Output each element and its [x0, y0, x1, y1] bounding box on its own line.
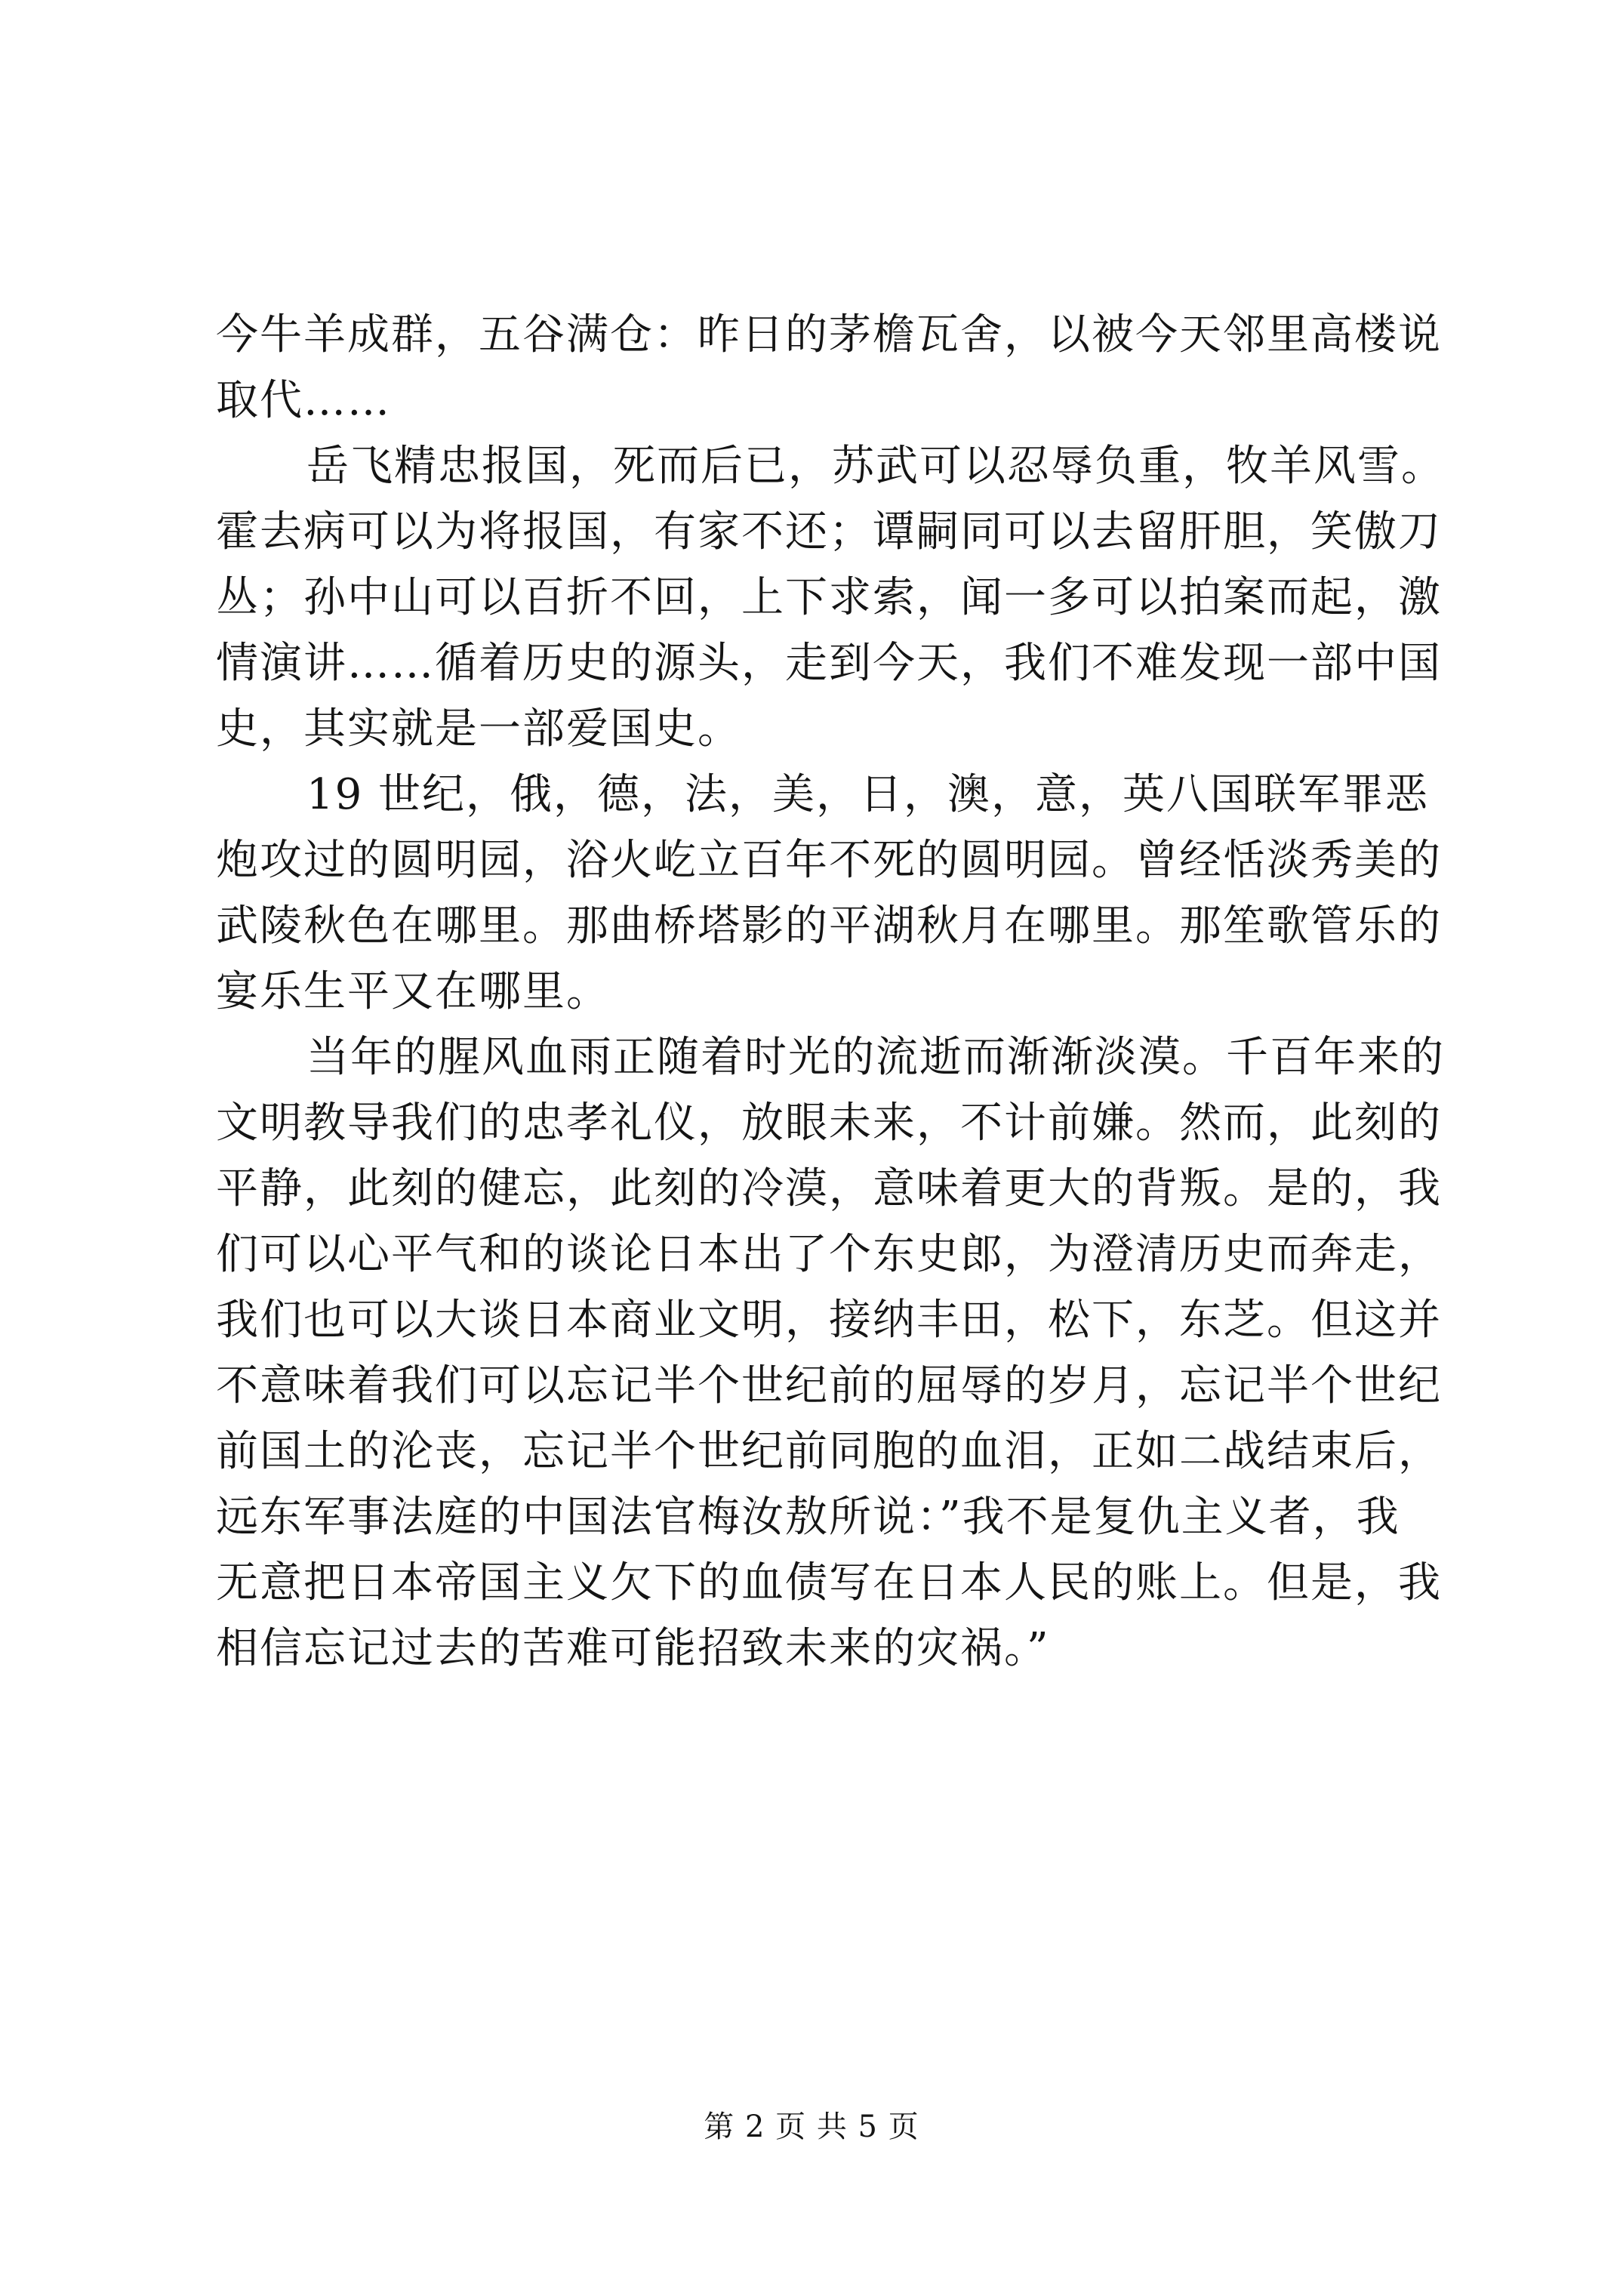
text-line: 今牛羊成群，五谷满仓：昨日的茅檐瓦舍，以被今天邻里高楼说 — [216, 310, 1442, 359]
text-line: 前国土的沦丧，忘记半个世纪前同胞的血泪，正如二战结束后， — [216, 1427, 1442, 1476]
text-line: 不意味着我们可以忘记半个世纪前的屈辱的岁月，忘记半个世纪 — [216, 1361, 1442, 1410]
paragraph-2 — [216, 433, 1445, 762]
page-number-footer: 第 2 页 共 5 页 — [704, 2110, 919, 2144]
text-line: 文明教导我们的忠孝礼仪，放眼未来，不计前嫌。然而，此刻的 — [216, 1099, 1442, 1148]
text-line: 宴乐生平又在哪里。 — [216, 967, 610, 1016]
paragraph-4 — [216, 1025, 1445, 1681]
text-line: 史，其实就是一部爱国史。 — [216, 704, 741, 754]
text-line: 我们也可以大谈日本商业文明，接纳丰田，松下，东芝。但这并 — [216, 1296, 1442, 1345]
text-line: 远东军事法庭的中国法官梅汝敖所说：”我不是复仇主义者，我 — [216, 1493, 1400, 1542]
text-line: 们可以心平气和的谈论日本出了个东史郎，为澄清历史而奔走， — [216, 1230, 1442, 1279]
text-line: 丛；孙中山可以百折不回，上下求索，闻一多可以拍案而起，激 — [216, 573, 1442, 622]
text-line: 霍去病可以为将报国，有家不还；谭嗣同可以去留肝胆，笑傲刀 — [216, 507, 1442, 556]
text-line: 当年的腥风血雨正随着时光的流逝而渐渐淡漠。千百年来的 — [306, 1033, 1445, 1082]
text-line: 19 世纪，俄，德，法，美，日，澳，意，英八国联军罪恶 — [306, 770, 1430, 819]
text-line: 武陵秋色在哪里。那曲桥塔影的平湖秋月在哪里。那笙歌管乐的 — [216, 901, 1442, 951]
paragraph-3 — [216, 762, 1442, 1025]
text-line: 平静，此刻的健忘，此刻的冷漠，意味着更大的背叛。是的，我 — [216, 1164, 1442, 1213]
paragraph-1 — [216, 302, 1442, 433]
text-line: 相信忘记过去的苦难可能招致未来的灾祸。” — [216, 1624, 1050, 1673]
text-line: 岳飞精忠报国，死而后已，苏武可以忍辱负重，牧羊风雪。 — [306, 442, 1445, 491]
text-line: 情演讲……循着历史的源头，走到今天，我们不难发现一部中国 — [216, 639, 1442, 688]
text-line: 炮攻过的圆明园，浴火屹立百年不死的圆明园。曾经恬淡秀美的 — [216, 836, 1442, 885]
text-line: 无意把日本帝国主义欠下的血债写在日本人民的账上。但是，我 — [216, 1558, 1442, 1607]
text-line: 取代…… — [216, 376, 391, 425]
document-body — [216, 302, 1445, 1681]
